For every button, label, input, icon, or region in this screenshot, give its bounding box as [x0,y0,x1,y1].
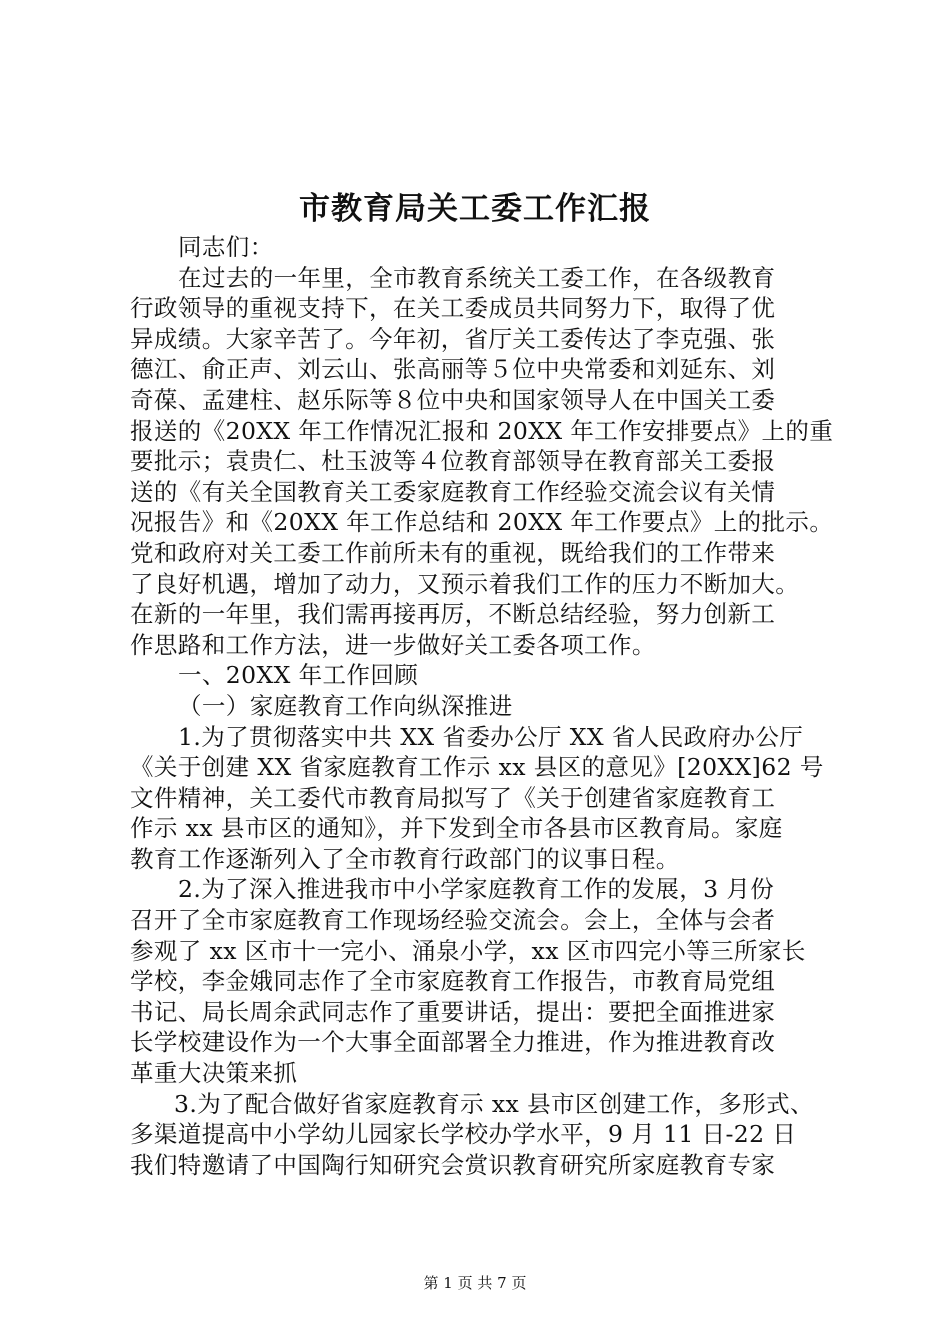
body-line: 报送的《20XX 年工作情况汇报和 20XX 年工作安排要点》上的重 [130,416,834,445]
body-line: 异成绩。大家辛苦了。今年初，省厅关工委传达了李克强、张 [130,324,776,353]
body-line: 3.为了配合做好省家庭教育示 xx 县市区创建工作，多形式、 [174,1089,814,1118]
body-line: 况报告》和《20XX 年工作总结和 20XX 年工作要点》上的批示。 [130,508,834,537]
body-line: 2.为了深入推进我市中小学家庭教育工作的发展，3 月份 [178,875,775,904]
body-line: 同志们： [178,233,274,261]
body-line: 我们特邀请了中国陶行知研究会赏识教育研究所家庭教育专家 [130,1150,776,1179]
body-line: 在过去的一年里，全市教育系统关工委工作，在各级教育 [178,263,776,292]
body-line: 教育工作逐渐列入了全市教育行政部门的议事日程。 [130,844,680,873]
body-line: 文件精神，关工委代市教育局拟写了《关于创建省家庭教育工 [130,783,776,812]
body-line: 作示 xx 县市区的通知》，并下发到全市各县市区教育局。家庭 [130,814,783,843]
body-line: 多渠道提高中小学幼儿园家长学校办学水平，9 月 11 日-22 日 [130,1120,797,1149]
body-line: 奇葆、孟建柱、赵乐际等８位中央和国家领导人在中国关工委 [130,385,776,414]
body-line: 1.为了贯彻落实中共 XX 省委办公厅 XX 省人民政府办公厅 [178,722,804,751]
document-body [130,232,835,1180]
body-line: 召开了全市家庭教育工作现场经验交流会。会上，全体与会者 [130,906,776,935]
body-line: 学校，李金娥同志作了全市家庭教育工作报告，市教育局党组 [130,967,776,996]
body-line: 《关于创建 XX 省家庭教育工作示 xx 县区的意见》[20XX]62 号 [130,753,824,782]
body-line: 参观了 xx 区市十一完小、涌泉小学，xx 区市四完小等三所家长 [130,936,806,965]
body-line: 作思路和工作方法，进一步做好关工委各项工作。 [130,630,656,659]
body-line: 一、20XX 年工作回顾 [178,661,419,690]
body-line: 书记、局长周余武同志作了重要讲话，提出：要把全面推进家 [130,997,776,1026]
body-line: 送的《有关全国教育关工委家庭教育工作经验交流会议有关情 [130,477,776,506]
body-line: （一）家庭教育工作向纵深推进 [178,691,513,720]
body-line: 行政领导的重视支持下，在关工委成员共同努力下，取得了优 [130,294,776,323]
body-line: 在新的一年里，我们需再接再厉，不断总结经验，努力创新工 [130,600,776,629]
body-line: 长学校建设作为一个大事全面部署全力推进，作为推进教育改 [130,1028,776,1057]
page-footer: 第 1 页 共 7 页 [423,1274,527,1292]
body-line: 了良好机遇，增加了动力，又预示着我们工作的压力不断加大。 [130,569,800,598]
body-line: 党和政府对关工委工作前所未有的重视，既给我们的工作带来 [130,538,776,567]
document-title: 市教育局关工委工作汇报 [299,191,651,227]
body-line: 德江、俞正声、刘云山、张高丽等５位中央常委和刘延东、刘 [130,355,776,384]
body-line: 革重大决策来抓 [130,1059,298,1088]
body-line: 要批示；袁贵仁、杜玉波等４位教育部领导在教育部关工委报 [130,447,776,476]
